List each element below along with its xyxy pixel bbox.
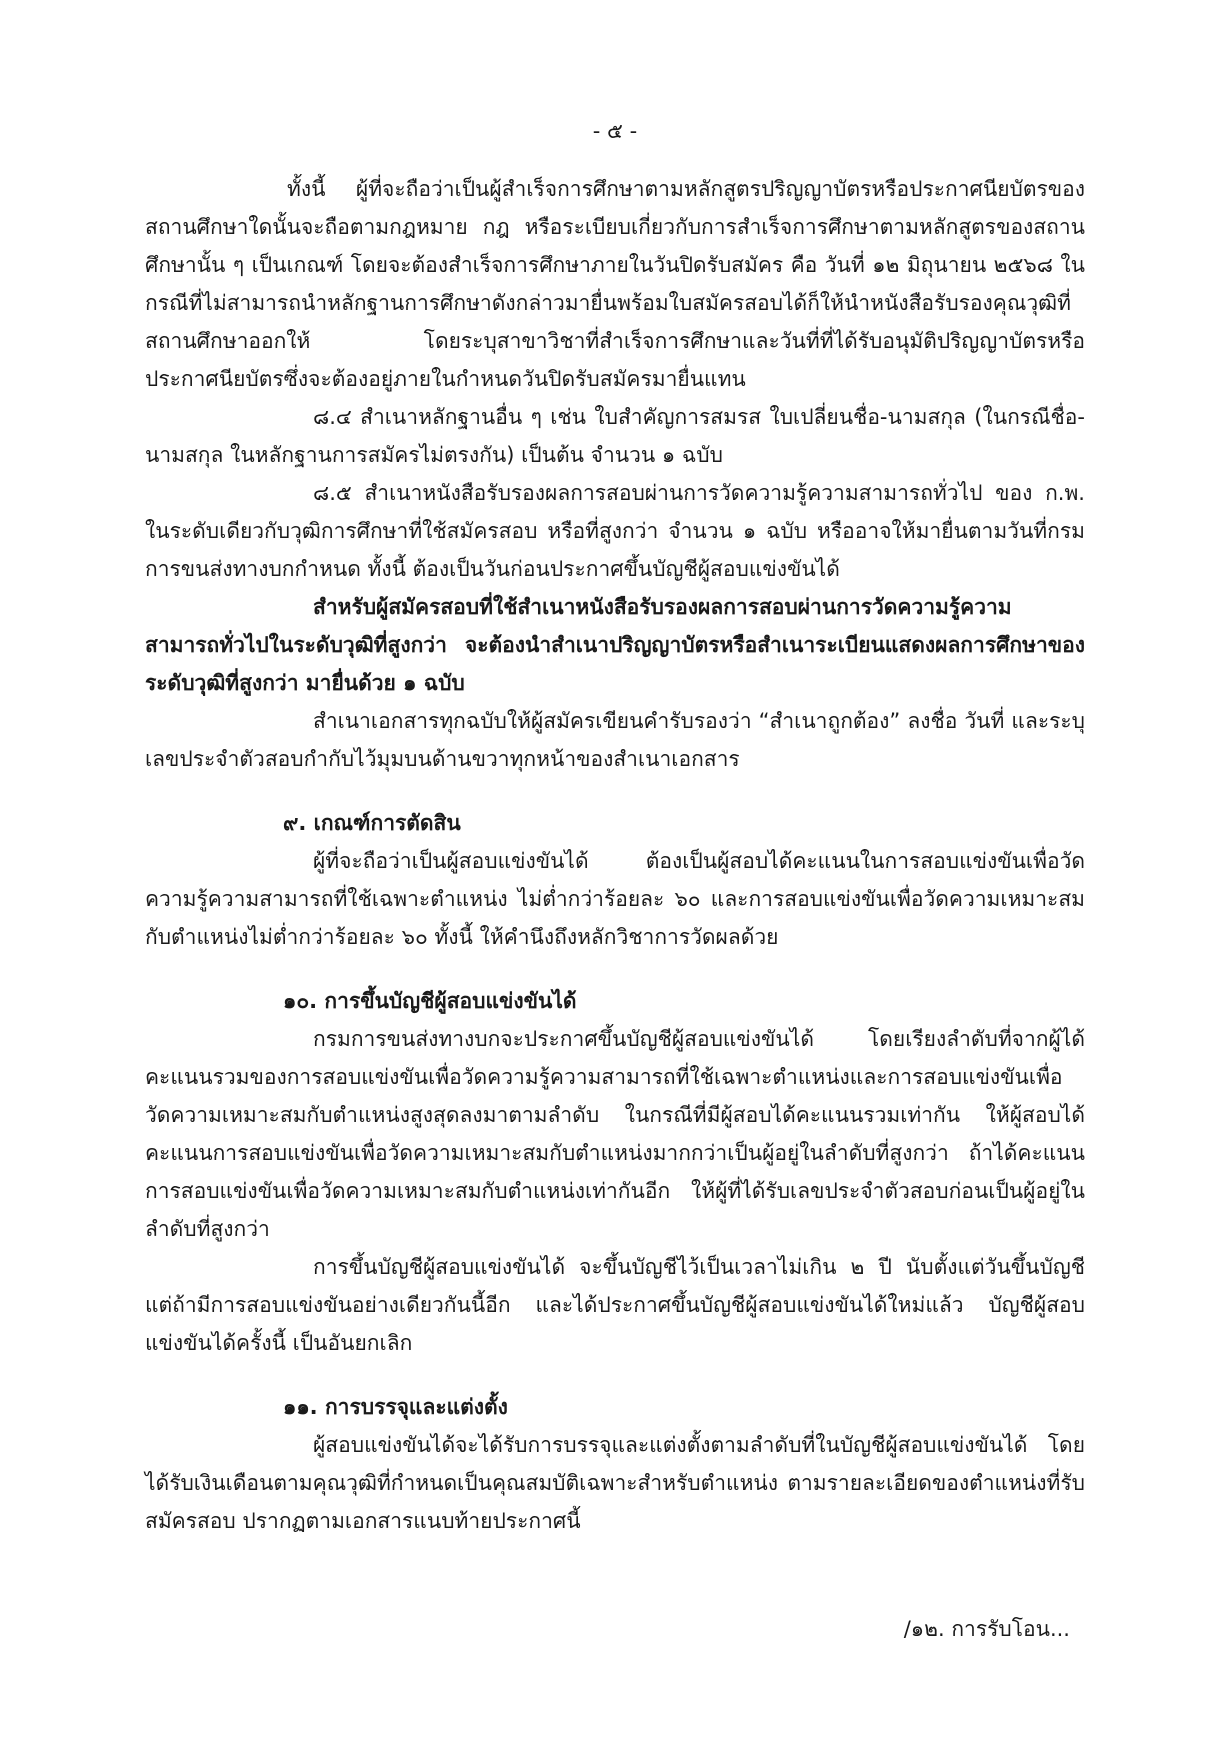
- paragraph-section-10-validity: การขึ้นบัญชีผู้สอบแข่งขันได้ จะขึ้นบัญชีไว้เป็นเวลาไม่เกิน ๒ ปี นับตั้งแต่วันขึ้นบัญชี แต่ถ้ามีการสอบแข่งขันอย่างเดียวกันนี้อีก และได้ประกาศขึ้นบัญชีผู้สอบแข่งขันได้ใหม่แล้ว บัญชีผู้สอบแข่งขันได้ครั้งนี้ เป็นอันยกเลิก: [145, 1255, 1085, 1355]
- paragraph-copy-certification: สำเนาเอกสารทุกฉบับให้ผู้สมัครเขียนคำรับรองว่า “สำเนาถูกต้อง” ลงชื่อ วันที่ และระบุเลขประจำตัวสอบกำกับไว้มุมบนด้านขวาทุกหน้าของสำเนาเอกสาร: [145, 709, 1085, 771]
- paragraph-section-11: ผู้สอบแข่งขันได้จะได้รับการบรรจุและแต่งตั้งตามลำดับที่ในบัญชีผู้สอบแข่งขันได้ โดยได้รับเงินเดือนตามคุณวุฒิที่กำหนดเป็นคุณสมบัติเฉพาะสำหรับตำแหน่ง ตามรายละเอียดของตำแหน่งที่รับสมัครสอบ ปรากฏตามเอกสารแนบท้ายประกาศนี้: [145, 1433, 1085, 1533]
- paragraph-8-5: ๘.๕ สำเนาหนังสือรับรองผลการสอบผ่านการวัดความรู้ความสามารถทั่วไป ของ ก.พ. ในระดับเดียวกับวุฒิการศึกษาที่ใช้สมัครสอบ หรือที่สูงกว่า จำนวน ๑ ฉบับ หรืออาจให้มายื่นตามวันที่กรมการขนส่งทางบกกำหนด ทั้งนี้ ต้องเป็นวันก่อนประกาศขึ้นบัญชีผู้สอบแข่งขันได้: [145, 481, 1085, 581]
- page-number: - ๕ -: [592, 119, 638, 143]
- document-body: [145, 170, 1085, 1540]
- paragraph-graduation-criteria: ทั้งนี้ ผู้ที่จะถือว่าเป็นผู้สำเร็จการศึกษาตามหลักสูตรปริญญาบัตรหรือประกาศนียบัตรของสถานศึกษาใดนั้นจะถือตามกฎหมาย กฎ หรือระเบียบเกี่ยวกับการสำเร็จการศึกษาตามหลักสูตรของสถานศึกษานั้น ๆ เป็นเกณฑ์ โดยจะต้องสำเร็จการศึกษาภายในวันปิดรับสมัคร คือ วันที่ ๑๒ มิถุนายน ๒๕๖๘ ในกรณีที่ไม่สามารถนำหลักฐานการศึกษาดังกล่าวมายื่นพร้อมใบสมัครสอบได้ก็ให้นำหนังสือรับรองคุณวุฒิที่สถานศึกษาออกให้ โดยระบุสาขาวิชาที่สำเร็จการศึกษาและวันที่ที่ได้รับอนุมัติปริญญาบัตรหรือประกาศนียบัตรซึ่งจะต้องอยู่ภายในกำหนดวันปิดรับสมัครมายื่นแทน: [145, 177, 1085, 391]
- paragraph-higher-degree-note: สำหรับผู้สมัครสอบที่ใช้สำเนาหนังสือรับรองผลการสอบผ่านการวัดความรู้ความสามารถทั่วไปในระดับวุฒิที่สูงกว่า จะต้องนำสำเนาปริญญาบัตรหรือสำเนาระเบียนแสดงผลการศึกษาของระดับวุฒิที่สูงกว่า มายื่นด้วย ๑ ฉบับ: [145, 595, 1085, 695]
- paragraph-section-9: ผู้ที่จะถือว่าเป็นผู้สอบแข่งขันได้ ต้องเป็นผู้สอบได้คะแนนในการสอบแข่งขันเพื่อวัดความรู้ความสามารถที่ใช้เฉพาะตำแหน่ง ไม่ต่ำกว่าร้อยละ ๖๐ และการสอบแข่งขันเพื่อวัดความเหมาะสมกับตำแหน่งไม่ต่ำกว่าร้อยละ ๖๐ ทั้งนี้ ให้คำนึงถึงหลักวิชาการวัดผลด้วย: [145, 849, 1085, 949]
- heading-section-10: ๑๐. การขึ้นบัญชีผู้สอบแข่งขันได้: [283, 989, 577, 1013]
- next-page-reference: /๑๒. การรับโอน...: [903, 1617, 1070, 1641]
- paragraph-section-10-ranking: กรมการขนส่งทางบกจะประกาศขึ้นบัญชีผู้สอบแข่งขันได้ โดยเรียงลำดับที่จากผู้ได้คะแนนรวมของการสอบแข่งขันเพื่อวัดความรู้ความสามารถที่ใช้เฉพาะตำแหน่งและการสอบแข่งขันเพื่อวัดความเหมาะสมกับตำแหน่งสูงสุดลงมาตามลำดับ ในกรณีที่มีผู้สอบได้คะแนนรวมเท่ากัน ให้ผู้สอบได้คะแนนการสอบแข่งขันเพื่อวัดความเหมาะสมกับตำแหน่งมากกว่าเป็นผู้อยู่ในลำดับที่สูงกว่า ถ้าได้คะแนนการสอบแข่งขันเพื่อวัดความเหมาะสมกับตำแหน่งเท่ากันอีก ให้ผู้ที่ได้รับเลขประจำตัวสอบก่อนเป็นผู้อยู่ในลำดับที่สูงกว่า: [145, 1027, 1085, 1241]
- heading-section-11: ๑๑. การบรรจุและแต่งตั้ง: [283, 1395, 508, 1419]
- paragraph-8-4: ๘.๔ สำเนาหลักฐานอื่น ๆ เช่น ใบสำคัญการสมรส ใบเปลี่ยนชื่อ-นามสกุล (ในกรณีชื่อ-นามสกุล ในหลักฐานการสมัครไม่ตรงกัน) เป็นต้น จำนวน ๑ ฉบับ: [145, 405, 1085, 467]
- heading-section-9: ๙. เกณฑ์การตัดสิน: [283, 811, 461, 835]
